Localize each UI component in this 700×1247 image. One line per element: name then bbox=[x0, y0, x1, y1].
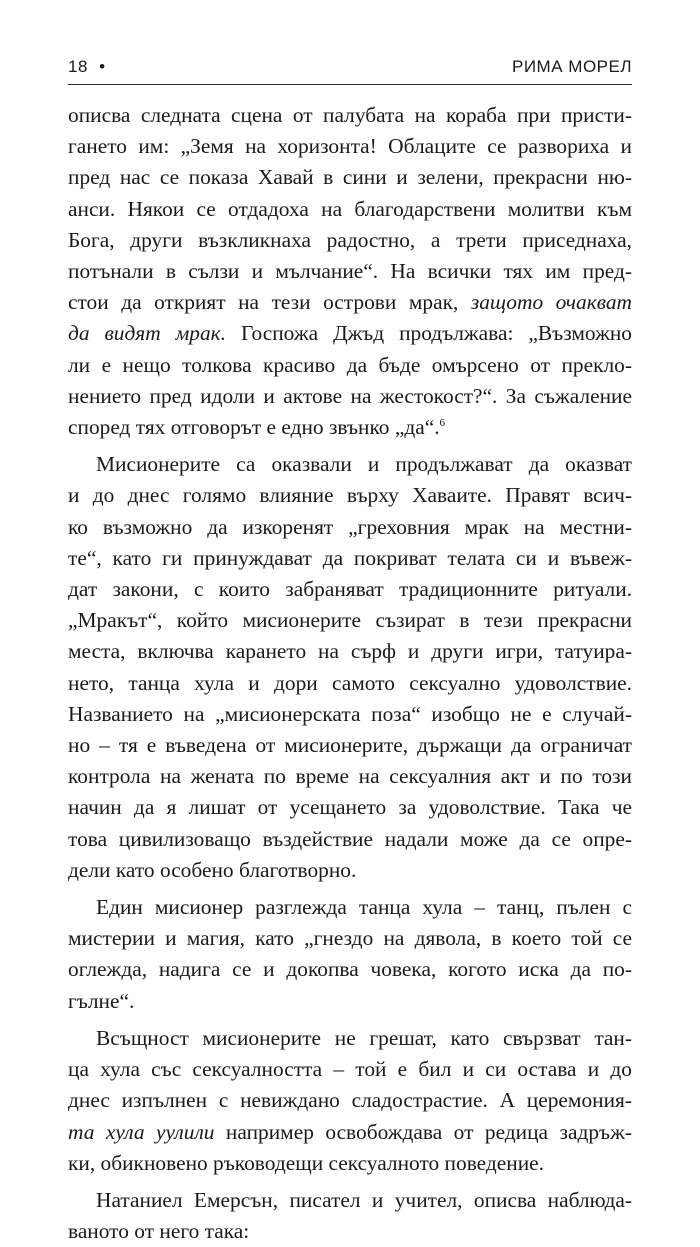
text-line bbox=[68, 287, 632, 318]
text-line bbox=[68, 923, 632, 954]
text-line bbox=[68, 1085, 632, 1116]
text-line bbox=[68, 318, 632, 349]
line-text: начин да я лишат от усещането за удоволствие. Така че bbox=[68, 795, 632, 820]
paragraph bbox=[68, 1185, 632, 1247]
running-header bbox=[68, 54, 632, 80]
line-text: ки, обикновено ръководещи сексуалното поведение. bbox=[68, 1150, 544, 1175]
text-line bbox=[68, 855, 632, 886]
line-text: мистерии и магия, като „гнездо на дявола, в което той се bbox=[68, 926, 632, 951]
text-line bbox=[68, 1148, 632, 1179]
text-line bbox=[68, 1216, 632, 1247]
italic-text: защото очакват bbox=[470, 290, 632, 315]
line-text: Бога, други възкликнаха радостно, а трети приседнаха, bbox=[68, 227, 632, 252]
paragraph bbox=[68, 100, 632, 443]
line-text: оглежда, надига се и докопва човека, когото иска да по- bbox=[68, 957, 632, 982]
line-text: анси. Някои се отдадоха на благодарствени молитви към bbox=[68, 196, 632, 221]
page-number: 18 bbox=[68, 57, 88, 76]
text-line bbox=[68, 512, 632, 543]
text-line bbox=[68, 162, 632, 193]
text-line bbox=[68, 1054, 632, 1085]
line-text: Натаниел Емерсън, писател и учител, описва наблюда- bbox=[96, 1187, 632, 1212]
text-line bbox=[68, 256, 632, 287]
line-text: дат закони, с които забраняват традиционните ритуали. bbox=[68, 577, 632, 602]
line-text: дели като особено благотворно. bbox=[68, 857, 357, 882]
line-text: те“, като ги принуждават да покриват телата си и въвеж- bbox=[68, 545, 632, 570]
line-text: стои да открият на тези острови мрак, bbox=[68, 290, 471, 315]
footnote-marker[interactable]: 6 bbox=[439, 416, 446, 429]
line-text: места, включва карането на сърф и други игри, татуира- bbox=[68, 639, 632, 664]
line-text: нето, танца хула и дори самото сексуално удоволствие. bbox=[68, 670, 632, 695]
text-line bbox=[68, 605, 632, 636]
line-text: Един мисионер разглежда танца хула – танц, пълен с bbox=[96, 895, 632, 920]
line-text: нението пред идоли и актове на жестокост?“. За съжаление bbox=[68, 383, 632, 408]
text-line bbox=[68, 194, 632, 225]
body-text bbox=[68, 100, 632, 1247]
header-rule bbox=[68, 84, 632, 85]
text-line bbox=[68, 1023, 632, 1054]
line-text: Госпожа Джъд продължава: „Възможно bbox=[226, 321, 632, 346]
text-line bbox=[68, 543, 632, 574]
paragraph bbox=[68, 1023, 632, 1179]
text-line bbox=[68, 574, 632, 605]
italic-text: та bbox=[68, 1119, 106, 1144]
text-line bbox=[68, 668, 632, 699]
text-line bbox=[68, 761, 632, 792]
line-text: и до днес голямо влияние върху Хаваите. Правят всич- bbox=[68, 483, 632, 508]
text-line bbox=[68, 412, 632, 443]
text-line bbox=[68, 381, 632, 412]
running-title: РИМА МОРЕЛ bbox=[512, 57, 632, 76]
line-text: „Мракът“, който мисионерите съзират в тези прекрасни bbox=[68, 608, 632, 633]
line-text: контрола на жената по време на сексуалния акт и по този bbox=[68, 764, 632, 789]
text-line bbox=[68, 449, 632, 480]
text-line bbox=[68, 699, 632, 730]
line-text: гълне“. bbox=[68, 988, 135, 1013]
line-text: гането им: „Земя на хоризонта! Облаците се развориха и bbox=[68, 134, 632, 159]
text-line bbox=[68, 350, 632, 381]
line-text: според тях отговорът е едно звънко „да“. bbox=[68, 415, 440, 440]
paragraph bbox=[68, 892, 632, 1017]
text-line bbox=[68, 986, 632, 1017]
text-line bbox=[68, 730, 632, 761]
line-text: ли е нещо толкова красиво да бъде омърсено от преклo- bbox=[68, 352, 632, 377]
line-text: днес изпълнен с невиждано сладострастие. А церемония- bbox=[68, 1088, 632, 1113]
text-line bbox=[68, 824, 632, 855]
line-text: описва следната сцена от палубата на кораба при присти- bbox=[68, 103, 632, 127]
text-line bbox=[68, 792, 632, 823]
line-text: пред нас се показа Хавай в сини и зелени, прекрасни ню- bbox=[68, 165, 632, 190]
line-text: това цивилизоващо въздействие надали може да се опре- bbox=[68, 826, 632, 851]
header-separator: • bbox=[99, 57, 106, 76]
text-line bbox=[68, 131, 632, 162]
italic-text: хула уулили bbox=[105, 1119, 215, 1144]
line-text: ваното от него така: bbox=[68, 1219, 250, 1244]
text-line bbox=[68, 100, 632, 131]
page-number-group bbox=[68, 57, 106, 77]
text-line bbox=[68, 636, 632, 667]
line-text: потънали в сълзи и мълчание“. На всички тях им пред- bbox=[68, 259, 632, 284]
line-text: Всъщност мисионерите не грешат, като свързват тан- bbox=[96, 1025, 632, 1050]
line-text: ца хула със сексуалността – той е бил и си остава и до bbox=[68, 1057, 632, 1082]
line-text: ко възможно да изкоренят „греховния мрак на местни- bbox=[68, 514, 632, 539]
text-line bbox=[68, 1117, 632, 1148]
text-line bbox=[68, 954, 632, 985]
line-text: например освобождава от редица задръж- bbox=[214, 1119, 632, 1144]
line-text: но – тя е въведена от мисионерите, държащи да ограничат bbox=[68, 733, 632, 758]
line-text: Названието на „мисионерската поза“ изобщо не е случай- bbox=[68, 701, 632, 726]
text-line bbox=[68, 480, 632, 511]
line-text: Мисионерите са оказвали и продължават да оказват bbox=[96, 452, 632, 477]
text-line bbox=[68, 892, 632, 923]
text-line bbox=[68, 1185, 632, 1216]
paragraph bbox=[68, 449, 632, 886]
text-line bbox=[68, 225, 632, 256]
italic-text: да видят мрак. bbox=[68, 321, 227, 346]
